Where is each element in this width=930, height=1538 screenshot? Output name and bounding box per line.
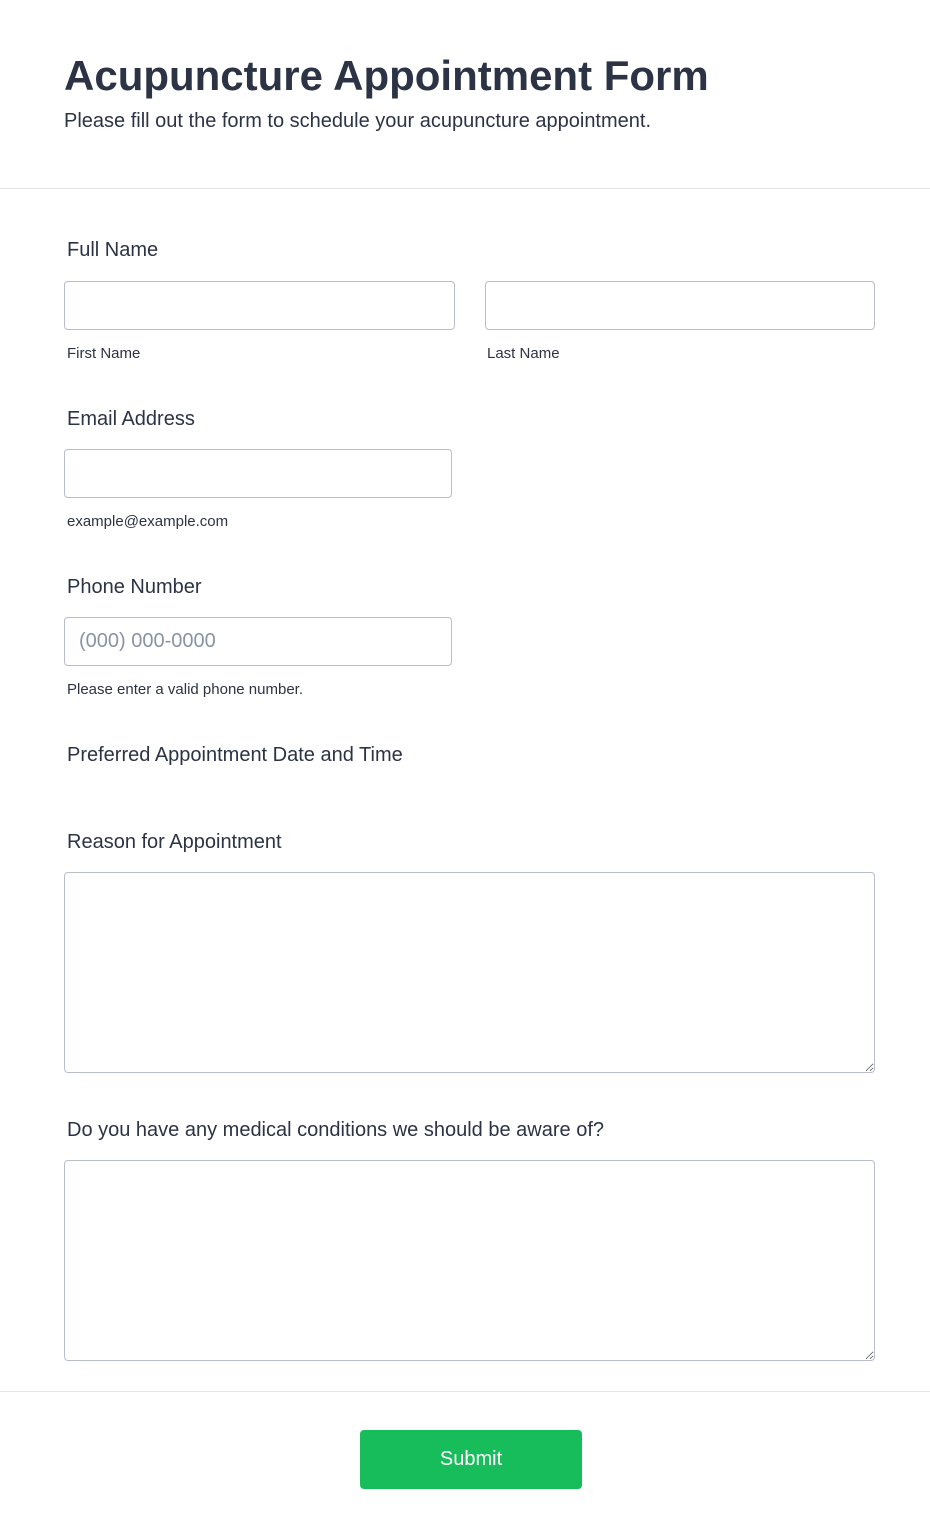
first-name-sublabel: First Name — [67, 345, 141, 362]
full-name-label: Full Name — [67, 239, 159, 261]
phone-sublabel: Please enter a valid phone number. — [67, 681, 303, 698]
first-name-input[interactable] — [64, 281, 455, 330]
submit-button[interactable]: Submit — [360, 1430, 582, 1489]
email-input[interactable] — [64, 449, 452, 498]
medical-conditions-label: Do you have any medical conditions we should be aware of? — [67, 1119, 604, 1141]
reason-label: Reason for Appointment — [67, 831, 282, 853]
email-label: Email Address — [67, 408, 195, 430]
phone-label: Phone Number — [67, 576, 202, 598]
reason-textarea[interactable] — [64, 872, 875, 1073]
last-name-input[interactable] — [485, 281, 875, 330]
medical-conditions-textarea[interactable] — [64, 1160, 875, 1361]
footer-divider — [0, 1391, 930, 1392]
form-title: Acupuncture Appointment Form — [64, 52, 709, 99]
last-name-sublabel: Last Name — [487, 345, 560, 362]
email-sublabel: example@example.com — [67, 513, 229, 530]
appointment-datetime-label: Preferred Appointment Date and Time — [67, 744, 403, 766]
phone-input[interactable] — [64, 617, 452, 666]
form-header — [0, 0, 930, 189]
form-subtitle: Please fill out the form to schedule your acupuncture appointment. — [64, 110, 652, 132]
